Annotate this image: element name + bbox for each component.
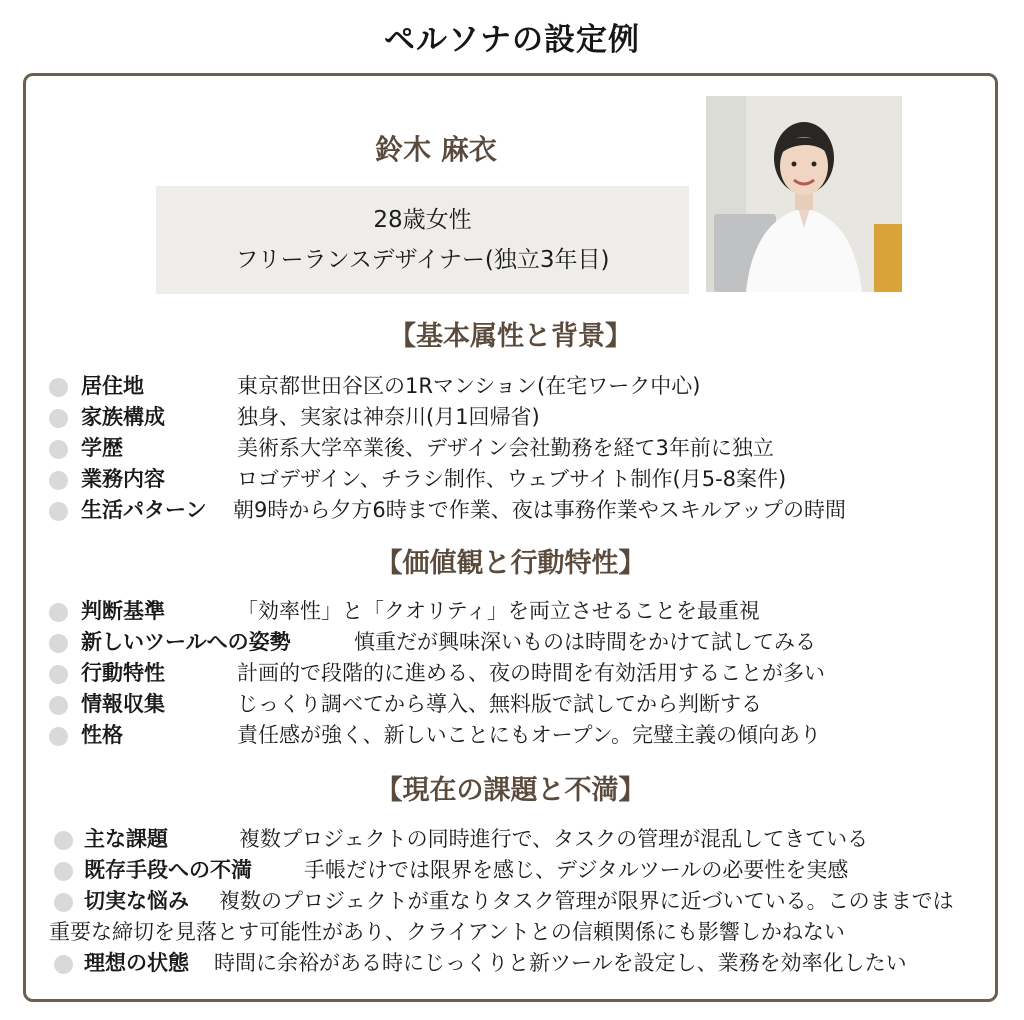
item-value-continuation: 重要な締切を見落とす可能性があり、クライアントとの信頼関係にも影響しかねない [49, 920, 845, 944]
bullet-icon [49, 378, 68, 397]
list-item [49, 824, 979, 855]
section-title-values: 【価値観と行動特性】 [375, 548, 646, 579]
item-label: 性格 [81, 723, 123, 747]
bullet-icon [49, 471, 68, 490]
item-value: 複数プロジェクトの同時進行で、タスクの管理が混乱してきている [239, 827, 869, 851]
list-values [49, 596, 979, 751]
list-basic [49, 371, 979, 526]
persona-photo-icon [706, 96, 902, 292]
list-item [49, 948, 979, 979]
item-label: 居住地 [81, 374, 144, 398]
item-label: 主な課題 [84, 827, 168, 851]
item-label: 学歴 [81, 436, 123, 460]
persona-name: 鈴木 麻衣 [375, 133, 497, 166]
bullet-icon [49, 634, 68, 653]
bullet-icon [49, 502, 68, 521]
profile-age-gender: 28歳女性 [373, 207, 472, 233]
list-item [49, 720, 979, 751]
profile-occupation: フリーランスデザイナー(独立3年目) [235, 247, 610, 273]
bullet-icon [49, 440, 68, 459]
list-item [49, 855, 979, 886]
item-label: 生活パターン [81, 498, 207, 522]
item-value: 独身、実家は神奈川(月1回帰省) [237, 405, 540, 429]
item-value: 時間に余裕がある時にじっくりと新ツールを設定し、業務を効率化したい [214, 951, 907, 975]
item-value: 「効率性」と「クオリティ」を両立させることを最重視 [237, 599, 760, 623]
list-item [49, 627, 979, 658]
bullet-icon [49, 727, 68, 746]
item-label: 理想の状態 [84, 951, 189, 975]
item-value: 責任感が強く、新しいことにもオープン。完璧主義の傾向あり [237, 723, 822, 747]
item-value: 朝9時から夕方6時まで作業、夜は事務作業やスキルアップの時間 [233, 498, 847, 522]
bullet-icon [49, 665, 68, 684]
bullet-icon [54, 893, 73, 912]
item-value: ロゴデザイン、チラシ制作、ウェブサイト制作(月5-8案件) [237, 467, 787, 491]
list-item [49, 402, 979, 433]
persona-card [23, 73, 998, 1002]
list-item [49, 371, 979, 402]
item-label: 判断基準 [81, 599, 165, 623]
section-title-issues: 【現在の課題と不満】 [375, 775, 646, 806]
bullet-icon [49, 696, 68, 715]
bullet-icon [49, 409, 68, 428]
item-value: 複数のプロジェクトが重なりタスク管理が限界に近づいている。このままでは [219, 889, 954, 913]
bullet-icon [54, 831, 73, 850]
page-title: ペルソナの設定例 [384, 22, 640, 58]
list-item [49, 464, 979, 495]
item-value: じっくり調べてから導入、無料版で試してから判断する [237, 692, 762, 716]
list-item [49, 886, 979, 917]
persona-photo [706, 96, 902, 292]
list-item [49, 658, 979, 689]
bullet-icon [49, 603, 68, 622]
item-label: 切実な悩み [84, 889, 189, 913]
section-title-basic: 【基本属性と背景】 [389, 321, 632, 352]
item-label: 情報収集 [81, 692, 165, 716]
list-item [49, 689, 979, 720]
item-value: 東京都世田谷区の1Rマンション(在宅ワーク中心) [237, 374, 701, 398]
profile-summary-box [156, 186, 689, 294]
list-item [49, 596, 979, 627]
list-issues [49, 824, 979, 979]
bullet-icon [54, 955, 73, 974]
item-value: 慎重だが興味深いものは時間をかけて試してみる [354, 630, 816, 654]
item-label: 新しいツールへの姿勢 [81, 630, 291, 654]
item-value: 美術系大学卒業後、デザイン会社勤務を経て3年前に独立 [237, 436, 774, 460]
item-label: 行動特性 [81, 661, 165, 685]
item-value: 計画的で段階的に進める、夜の時間を有効活用することが多い [237, 661, 825, 685]
list-item [49, 495, 979, 526]
list-item [49, 433, 979, 464]
item-label: 既存手段への不満 [84, 858, 252, 882]
item-value: 手帳だけでは限界を感じ、デジタルツールの必要性を実感 [304, 858, 849, 882]
bullet-icon [54, 862, 73, 881]
item-label: 家族構成 [81, 405, 165, 429]
item-label: 業務内容 [81, 467, 165, 491]
